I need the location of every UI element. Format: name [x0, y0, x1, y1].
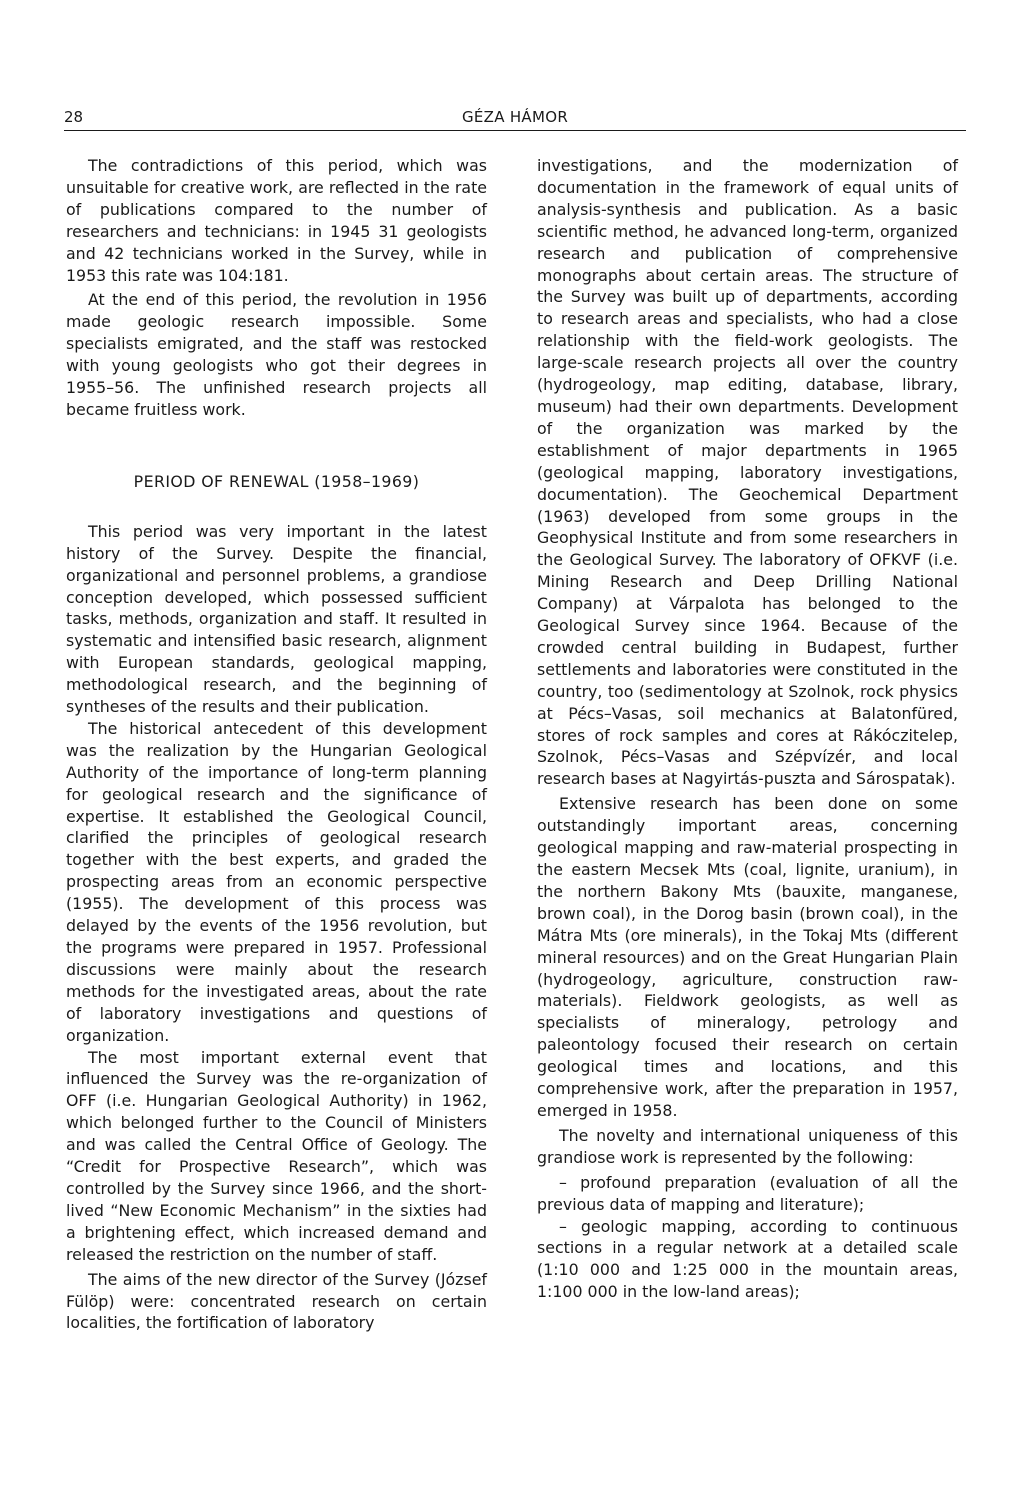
right-column [537, 155, 958, 1303]
list-item: – profound preparation (evaluation of all the previous data of mapping and literature); [537, 1172, 958, 1214]
paragraph: At the end of this period, the revolution in 1956 made geologic research impossible. Some specialists emigrated, and the staff was restocked with young geologists who got their degrees in 1955–56. The unfinished research projects all became fruitless work. [66, 290, 487, 419]
page-number: 28 [64, 108, 84, 126]
left-column [66, 155, 487, 1334]
paragraph: The aims of the new director of the Survey (József Fülöp) were: concentrated research on certain localities, the fortification of laboratory [66, 1269, 487, 1333]
list-item: – geologic mapping, according to continuous sections in a regular network at a detailed scale (1:10 000 and 1:25 000 in the mountain areas, 1:100 000 in the low-land areas); [537, 1216, 958, 1302]
paragraph: The novelty and international uniqueness of this grandiose work is represented by the following: [537, 1125, 958, 1167]
paragraph: Extensive research has been done on some outstandingly important areas, concerning geological mapping and raw-material prospecting in the eastern Mecsek Mts (coal, lignite, uranium), in the northern Bakony Mts (bauxite, manganese, brown coal), in the Dorog basin (brown coal), in the Mátra Mts (ore minerals), in the Tokaj Mts (different mineral resources) and on the Great Hungarian Plain (hydrogeology, agriculture, construction raw-materials). Fieldwork geologists, as well as specialists of mineralogy, petrology and paleontology focused their research on certain geological times and locations, and this comprehensive work, after the preparation in 1957, emerged in 1958. [537, 794, 958, 1120]
paragraph: investigations, and the modernization of documentation in the framework of equal units of analysis-synthesis and publication. As a basic scientific method, he advanced long-term, organized research and publication of comprehensive monographs about certain areas. The structure of the Survey was built up of departments, according to research areas and specialists, who had a close relationship with the field-work geologists. The large-scale research projects all over the country (hydrogeology, map editing, database, library, museum) had their own departments. Development of the organization was marked by the establishment of major departments in 1965 (geological mapping, laboratory investigations, documentation). The Geochemical Department (1963) developed from some groups in the Geophysical Institute and from some researchers in the Geological Survey. The laboratory of OFKVF (i.e. Mining Research and Deep Drilling National Company) at Várpalota has belonged to the Geological Survey since 1964. Because of the crowded central building in Budapest, further settlements and laboratories were constituted in the country, too (sedimentology at Szolnok, rock physics at Pécs–Vasas, soil mechanics at Balatonfüred, stores of rock samples and cores at Rákóczitelep, Szolnok, Pécs–Vasas and Szépvízér, and local research bases at Nagyirtás-puszta and Sárospatak). [537, 156, 958, 789]
section-heading: PERIOD OF RENEWAL (1958–1969) [133, 471, 420, 491]
paragraph: The historical antecedent of this development was the realization by the Hungarian Geological Authority of the importance of long-term planning for geological research and the significance of expertise. It established the Geological Council, clarified the principles of geological research together with the best experts, and graded the prospecting areas from an economic perspective (1955). The development of this process was delayed by the events of the 1956 revolution, but the programs were prepared in 1957. Professional discussions were mainly about the research methods for the investigated areas, about the rate of laboratory investigations and questions of organization. [66, 718, 487, 1045]
running-head: GÉZA HÁMOR [461, 108, 569, 126]
paragraph: The contradictions of this period, which was unsuitable for creative work, are reflected in the rate of publications compared to the number of researchers and technicians: in 1945 31 geologists and 42 technicians worked in the Survey, while in 1953 this rate was 104:181. [66, 156, 487, 285]
page-header [64, 104, 966, 131]
paragraph: This period was very important in the latest history of the Survey. Despite the financial, organizational and personnel problems, a grandiose conception developed, which possessed sufficient tasks, methods, organization and staff. It resulted in systematic and intensified basic research, alignment with European standards, geological mapping, methodological research, and the beginning of syntheses of the results and their publication. [66, 521, 487, 717]
paragraph: The most important external event that influenced the Survey was the re-organization of OFF (i.e. Hungarian Geological Authority) in 1962, which belonged further to the Council of Ministers and was called the Central Office of Geology. The “Credit for Prospective Research”, which was controlled by the Survey since 1966, and the short-lived “New Economic Mechanism” in the sixties had a brightening effect, which increased demand and released the restriction on the number of staff. [66, 1047, 487, 1264]
